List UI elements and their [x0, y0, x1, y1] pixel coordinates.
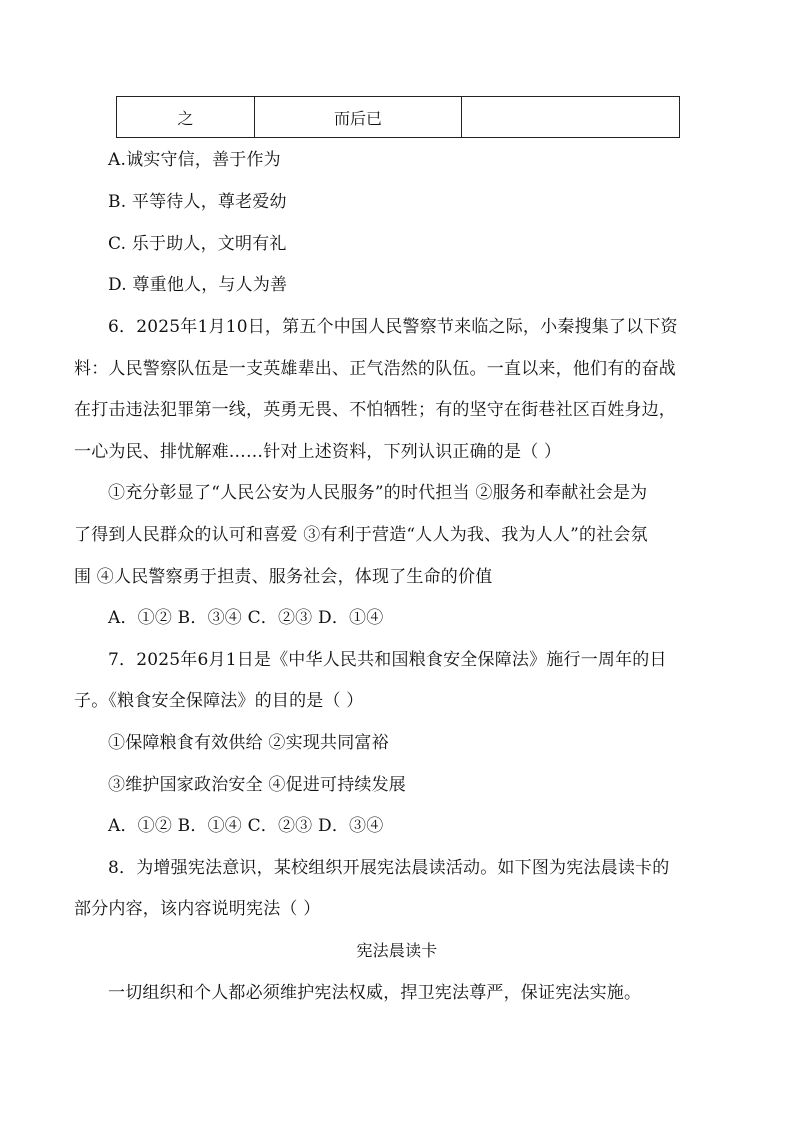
table-cell: 而后已 — [255, 97, 462, 138]
q8-stem-line: 部分内容，该内容说明宪法（ ） — [74, 899, 321, 919]
table-cell: 之 — [117, 97, 255, 138]
q7-stem-line: 7．2025年6月1日是《中华人民共和国粮食安全保障法》施行一周年的日 — [108, 650, 667, 670]
q7-stem-line: 子。《粮食安全保障法》的目的是（ ） — [74, 691, 364, 711]
q8-stem-line: 8．为增强宪法意识，某校组织开展宪法晨读活动。如下图为宪法晨读卡的 — [108, 858, 670, 878]
table-row — [117, 97, 680, 138]
q5-option-b: B. 平等待人，尊老爱幼 — [108, 192, 287, 212]
answer-table — [116, 96, 680, 138]
q5-option-d: D. 尊重他人，与人为善 — [108, 275, 288, 295]
q6-stem-line: 一心为民、排忧解难……针对上述资料，下列认识正确的是（ ） — [74, 442, 562, 462]
q5-option-c: C. 乐于助人，文明有礼 — [108, 234, 287, 254]
q6-statement-line: 围 ④人民警察勇于担责、服务社会，体现了生命的价值 — [74, 567, 493, 587]
card-title: 宪法晨读卡 — [356, 941, 438, 960]
q6-statement-line: 了得到人民群众的认可和喜爱 ③有利于营造“人人为我、我为人人”的社会氛 — [74, 525, 648, 545]
card-text: 一切组织和个人都必须维护宪法权威，捍卫宪法尊严，保证宪法实施。 — [108, 983, 642, 1003]
q7-statement-line: ③维护国家政治安全 ④促进可持续发展 — [108, 775, 407, 795]
q6-stem-line: 在打击违法犯罪第一线，英勇无畏、不怕牺牲；有的坚守在街巷社区百姓身边， — [74, 400, 676, 420]
q5-option-a: A.诚实守信，善于作为 — [108, 150, 281, 170]
q6-answer-choices: A．①② B．③④ C．②③ D．①④ — [108, 608, 384, 628]
table-cell — [462, 97, 680, 138]
q7-answer-choices: A．①② B．①④ C．②③ D．③④ — [108, 816, 384, 836]
q6-statement-line: ①充分彰显了“人民公安为人民服务”的时代担当 ②服务和奉献社会是为 — [108, 483, 648, 503]
q7-statement-line: ①保障粮食有效供给 ②实现共同富裕 — [108, 733, 389, 753]
q6-stem-line: 6．2025年1月10日，第五个中国人民警察节来临之际，小秦搜集了以下资 — [108, 317, 678, 337]
q6-stem-line: 料：人民警察队伍是一支英雄辈出、正气浩然的队伍。一直以来，他们有的奋战 — [74, 359, 676, 379]
